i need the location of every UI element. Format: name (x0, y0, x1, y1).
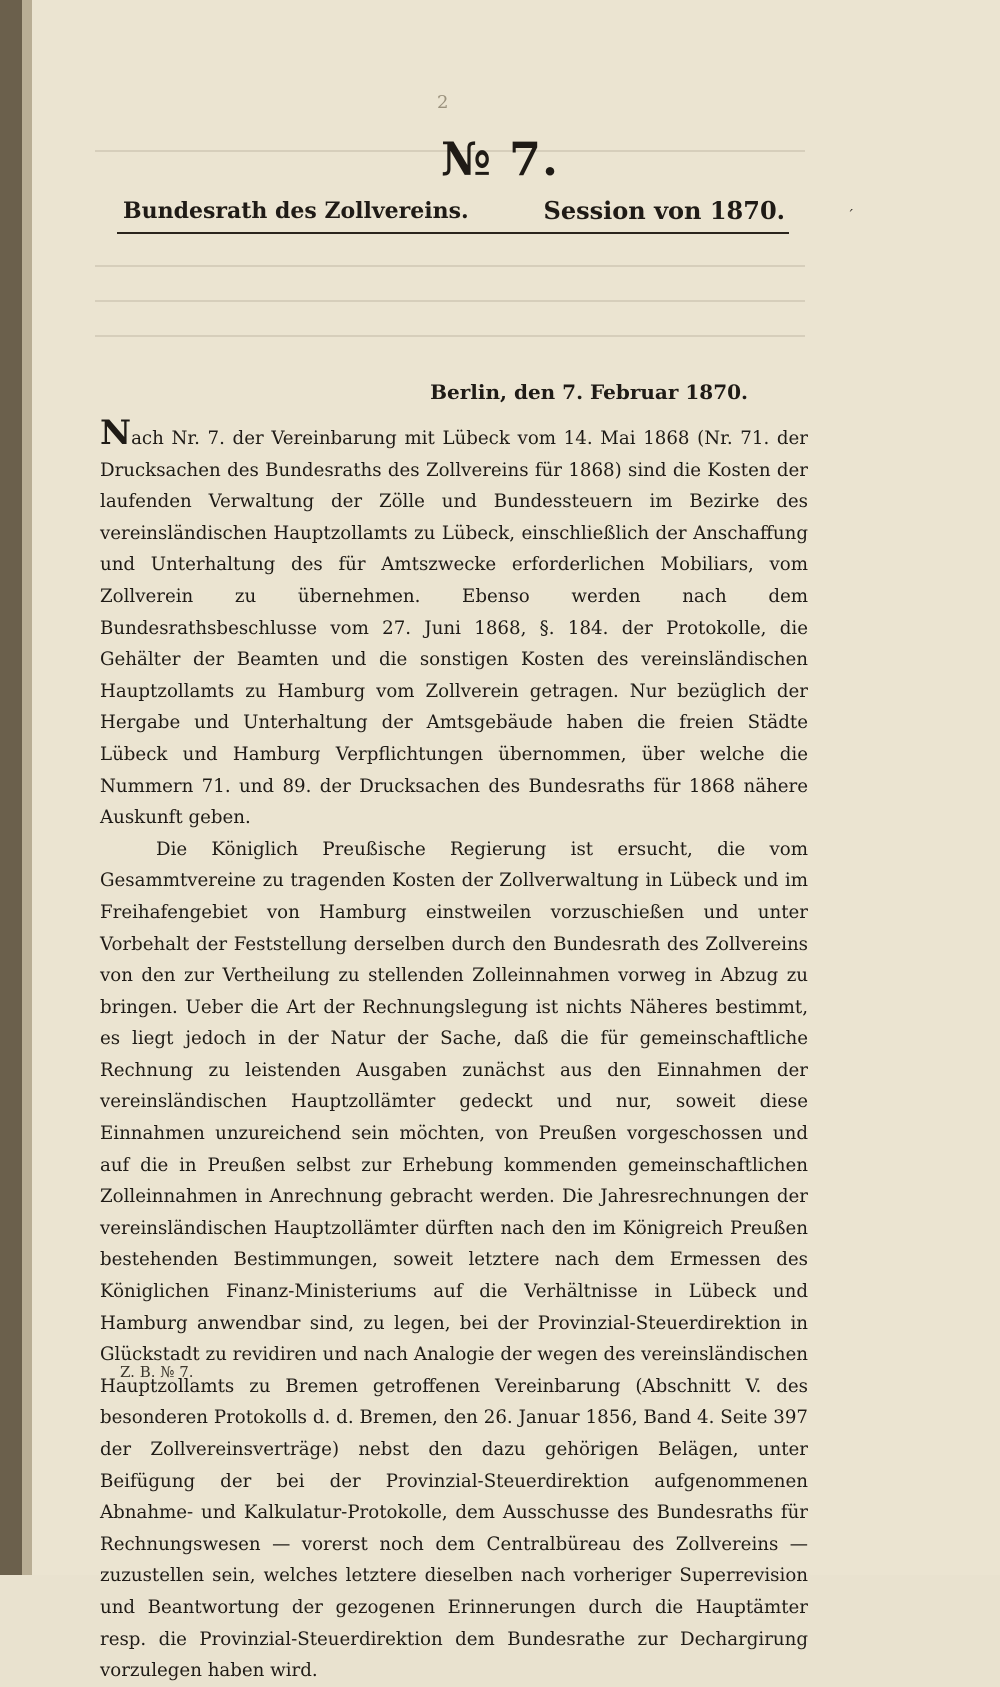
paragraph-1-text: ach Nr. 7. der Vereinbarung mit Lübeck vom 14. Mai 1868 (Nr. 71. der Drucksachen des Bundesraths des Zollvereins für 1868) sind die Kosten der laufenden Verwaltung der Zölle und Bundessteuern im Bezirke des vereinsländischen Hauptzollamts zu Lübeck, einschließlich der Anschaffung und Unterhaltung des für Amtszwecke erforderlichen Mobiliars, vom Zollverein zu übernehmen. Ebenso werden nach dem Bundesrathsbeschlusse vom 27. Juni 1868, §. 184. der Protokolle, die Gehälter der Beamten und die sonstigen Kosten des vereinsländischen Hauptzollamts zu Hamburg vom Zollverein getragen. Nur bezüglich der Hergabe und Unterhaltung der Amtsgebäude haben die freien Städte Lübeck und Hamburg Verpflichtungen übernommen, über welche die Nummern 71. und 89. der Drucksachen des Bundesraths für 1868 nähere Auskunft geben. (100, 428, 808, 829)
page-corner-mark: 2 (437, 92, 449, 113)
dateline: Berlin, den 7. Februar 1870. (430, 380, 748, 404)
body-text (100, 413, 808, 1687)
bleed-through-line (95, 300, 805, 302)
paragraph-1 (100, 413, 808, 834)
header-session: Session von 1870. (543, 196, 785, 225)
binding-shadow (22, 0, 32, 1575)
paragraph-2: Die Königlich Preußische Regierung ist ersucht, die vom Gesammtvereine zu tragenden Kosten der Zollverwaltung in Lübeck und im Freihafengebiet von Hamburg einstweilen vorzuschießen und unter Vorbehalt der Feststellung derselben durch den Bundesrath des Zollvereins von den zur Vertheilung zu stellenden Zolleinnahmen vorweg in Abzug zu bringen. Ueber die Art der Rechnungslegung ist nichts Näheres bestimmt, es liegt jedoch in der Natur der Sache, daß die für gemeinschaftliche Rechnung zu leistenden Ausgaben zunächst aus den Einnahmen der vereinsländischen Hauptzollämter gedeckt und nur, soweit diese Einnahmen unzureichend sein möchten, von Preußen vorgeschossen und auf die in Preußen selbst zur Erhebung kommenden gemeinschaftlichen Zolleinnahmen in Anrechnung gebracht werden. Die Jahresrechnungen der vereinsländischen Hauptzollämter dürften nach den im Königreich Preußen bestehenden Bestimmungen, soweit letztere nach dem Ermessen des Königlichen Finanz-Ministeriums auf die Verhältnisse in Lübeck und Hamburg anwendbar sind, zu legen, bei der Provinzial-Steuerdirektion in Glückstadt zu revidiren und nach Analogie der wegen des vereinsländischen Hauptzollamts zu Bremen getroffenen Vereinbarung (Abschnitt V. des besonderen Protokolls d. d. Bremen, den 26. Januar 1856, Band 4. Seite 397 der Zollvereinsverträge) nebst den dazu gehörigen Belägen, unter Beifügung der bei der Provinzial-Steuerdirektion aufgenommenen Abnahme- und Kalkulatur-Protokolle, dem Ausschusse des Bundesraths für Rechnungswesen — vorerst noch dem Centralbüreau des Zollvereins — zuzustellen sein, welches letztere dieselben nach vorheriger Superrevision und Beantwortung der gezogenen Erinnerungen durch die Hauptämter resp. die Provinzial-Steuerdirektion dem Bundesrathe zur Dechargirung vorzulegen haben wird. (100, 838, 808, 1682)
bleed-through-line (95, 335, 805, 337)
margin-mark: ´ (847, 208, 854, 224)
binding-edge (0, 0, 22, 1575)
footer-reference: Z. B. № 7. (120, 1363, 194, 1381)
header-rule (117, 196, 789, 234)
bleed-through-line (95, 265, 805, 267)
drop-initial: N (100, 413, 132, 453)
header-body-name: Bundesrath des Zollvereins. (123, 198, 469, 224)
document-number: № 7. (440, 132, 560, 186)
